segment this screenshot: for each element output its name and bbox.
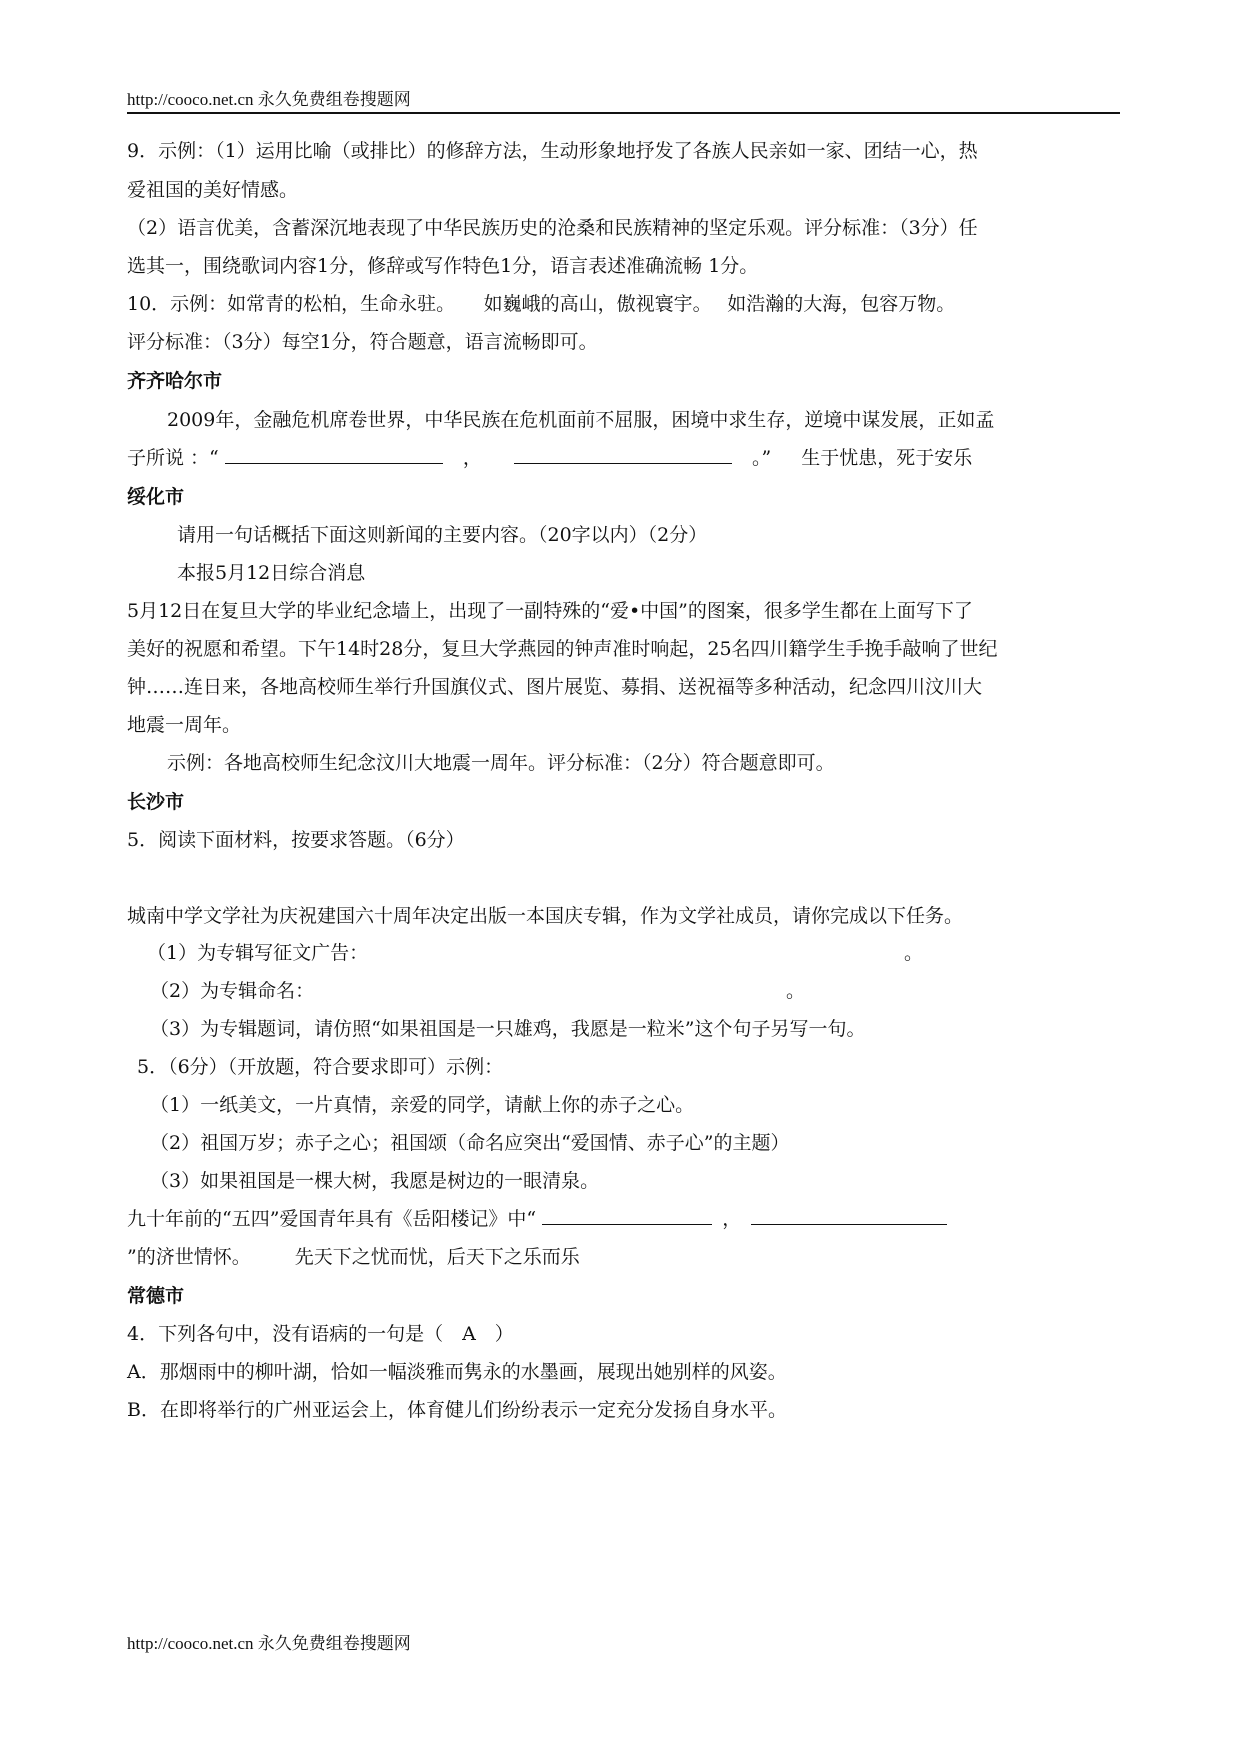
qiqihar-line-1: 2009年，金融危机席卷世界，中华民族在危机面前不屈服，困境中求生存，逆境中谋发展，正如孟 [167, 409, 995, 431]
answer-blank-1[interactable] [225, 445, 443, 464]
q9-line-3: （2）语言优美，含蓄深沉地表现了中华民族历史的沧桑和民族精神的坚定乐观。评分标准：（3分）任 [127, 217, 978, 239]
fill-suffix: ”的济世情怀。 [127, 1246, 251, 1268]
section-heading-suihua: 绥化市 [127, 486, 185, 508]
task-2-label: （2）为专辑命名： [150, 980, 315, 1002]
q10-line-1: 10．示例：如常青的松柏，生命永驻。 如巍峨的高山，傲视寰宇。 如浩瀚的大海，包容万物。 [127, 293, 956, 315]
changsha-line-1: 5．阅读下面材料，按要求答题。（6分） [127, 829, 465, 851]
close-quote-text: 。” [751, 447, 772, 469]
suihua-line-6: 地震一周年。 [127, 714, 242, 736]
changde-option-a: A．那烟雨中的柳叶湖，恰如一幅淡雅而隽永的水墨画，展现出她别样的风姿。 [127, 1361, 787, 1383]
task-2-period: 。 [786, 980, 806, 1002]
changsha-task-2 [150, 977, 806, 1005]
suihua-line-5: 钟……连日来，各地高校师生举行升国旗仪式、图片展览、募捐、送祝福等多种活动，纪念四川汶川大 [127, 676, 983, 698]
changsha-answer-heading: 5．（6分）（开放题，符合要求即可）示例： [137, 1056, 504, 1078]
q9-line-4: 选其一，围绕歌词内容1分，修辞或写作特色1分，语言表述准确流畅 1分。 [127, 255, 759, 277]
changsha-fill-answer: 先天下之忧而忧，后天下之乐而乐 [294, 1246, 580, 1268]
changde-option-b: B．在即将举行的广州亚运会上，体育健儿们纷纷表示一定充分发扬自身水平。 [127, 1399, 787, 1421]
comma-text: ， [462, 447, 482, 469]
suihua-line-2: 本报5月12日综合消息 [177, 562, 366, 584]
changsha-task-1 [147, 939, 924, 967]
section-heading-changsha: 长沙市 [127, 791, 185, 813]
section-heading-qiqihar: 齐齐哈尔市 [127, 370, 223, 392]
task-1-period: 。 [904, 942, 924, 964]
qiqihar-prompt: 子所说 ：“ [127, 447, 219, 469]
task-1-label: （1）为专辑写征文广告： [147, 942, 369, 964]
changsha-fill-line [127, 1205, 947, 1233]
suihua-line-7: 示例：各地高校师生纪念汶川大地震一周年。评分标准：（2分）符合题意即可。 [167, 752, 835, 774]
qiqihar-answer: 生于忧患，死于安乐 [801, 447, 973, 469]
changsha-answer-2: （2）祖国万岁；赤子之心；祖国颂（命名应突出“爱国情、赤子心”的主题） [150, 1132, 790, 1154]
changsha-task-3: （3）为专辑题词，请仿照“如果祖国是一只雄鸡，我愿是一粒米”这个句子另写一句。 [150, 1018, 866, 1040]
answer-blank-2[interactable] [514, 445, 732, 464]
suihua-line-1: 请用一句话概括下面这则新闻的主要内容。（20字以内）（2分） [177, 524, 708, 546]
q10-line-2: 评分标准：（3分）每空1分，符合题意，语言流畅即可。 [127, 331, 598, 353]
changsha-answer-1: （1）一纸美文，一片真情，亲爱的同学，请献上你的赤子之心。 [150, 1094, 695, 1116]
q9-line-2: 爱祖国的美好情感。 [127, 179, 299, 201]
page-header: http://cooco.net.cn 永久免费组卷搜题网 [127, 88, 1120, 114]
changsha-fill-line-2 [127, 1243, 580, 1271]
comma-text-2: ， [722, 1208, 742, 1230]
suihua-line-4: 美好的祝愿和希望。下午14时28分，复旦大学燕园的钟声准时响起，25名四川籍学生手挽手敲响了世纪 [127, 638, 998, 660]
changde-question: 4．下列各句中，没有语病的一句是（ A ） [127, 1323, 514, 1345]
qiqihar-line-2 [127, 444, 972, 472]
changsha-answer-3: （3）如果祖国是一棵大树，我愿是树边的一眼清泉。 [150, 1170, 600, 1192]
answer-blank-3[interactable] [542, 1206, 712, 1225]
suihua-line-3: 5月12日在复旦大学的毕业纪念墙上，出现了一副特殊的“爱•中国”的图案，很多学生都在上面写下了 [127, 600, 973, 622]
changsha-line-2: 城南中学文学社为庆祝建国六十周年决定出版一本国庆专辑，作为文学社成员，请你完成以下任务。 [127, 905, 964, 927]
q9-line-1: 9．示例：（1）运用比喻（或排比）的修辞方法，生动形象地抒发了各族人民亲如一家、团结一心，热 [127, 140, 978, 162]
page-footer: http://cooco.net.cn 永久免费组卷搜题网 [127, 1634, 411, 1653]
fill-prompt: 九十年前的“五四”爱国青年具有《岳阳楼记》中“ [127, 1208, 537, 1230]
section-heading-changde: 常德市 [127, 1285, 185, 1307]
answer-blank-4[interactable] [751, 1206, 947, 1225]
